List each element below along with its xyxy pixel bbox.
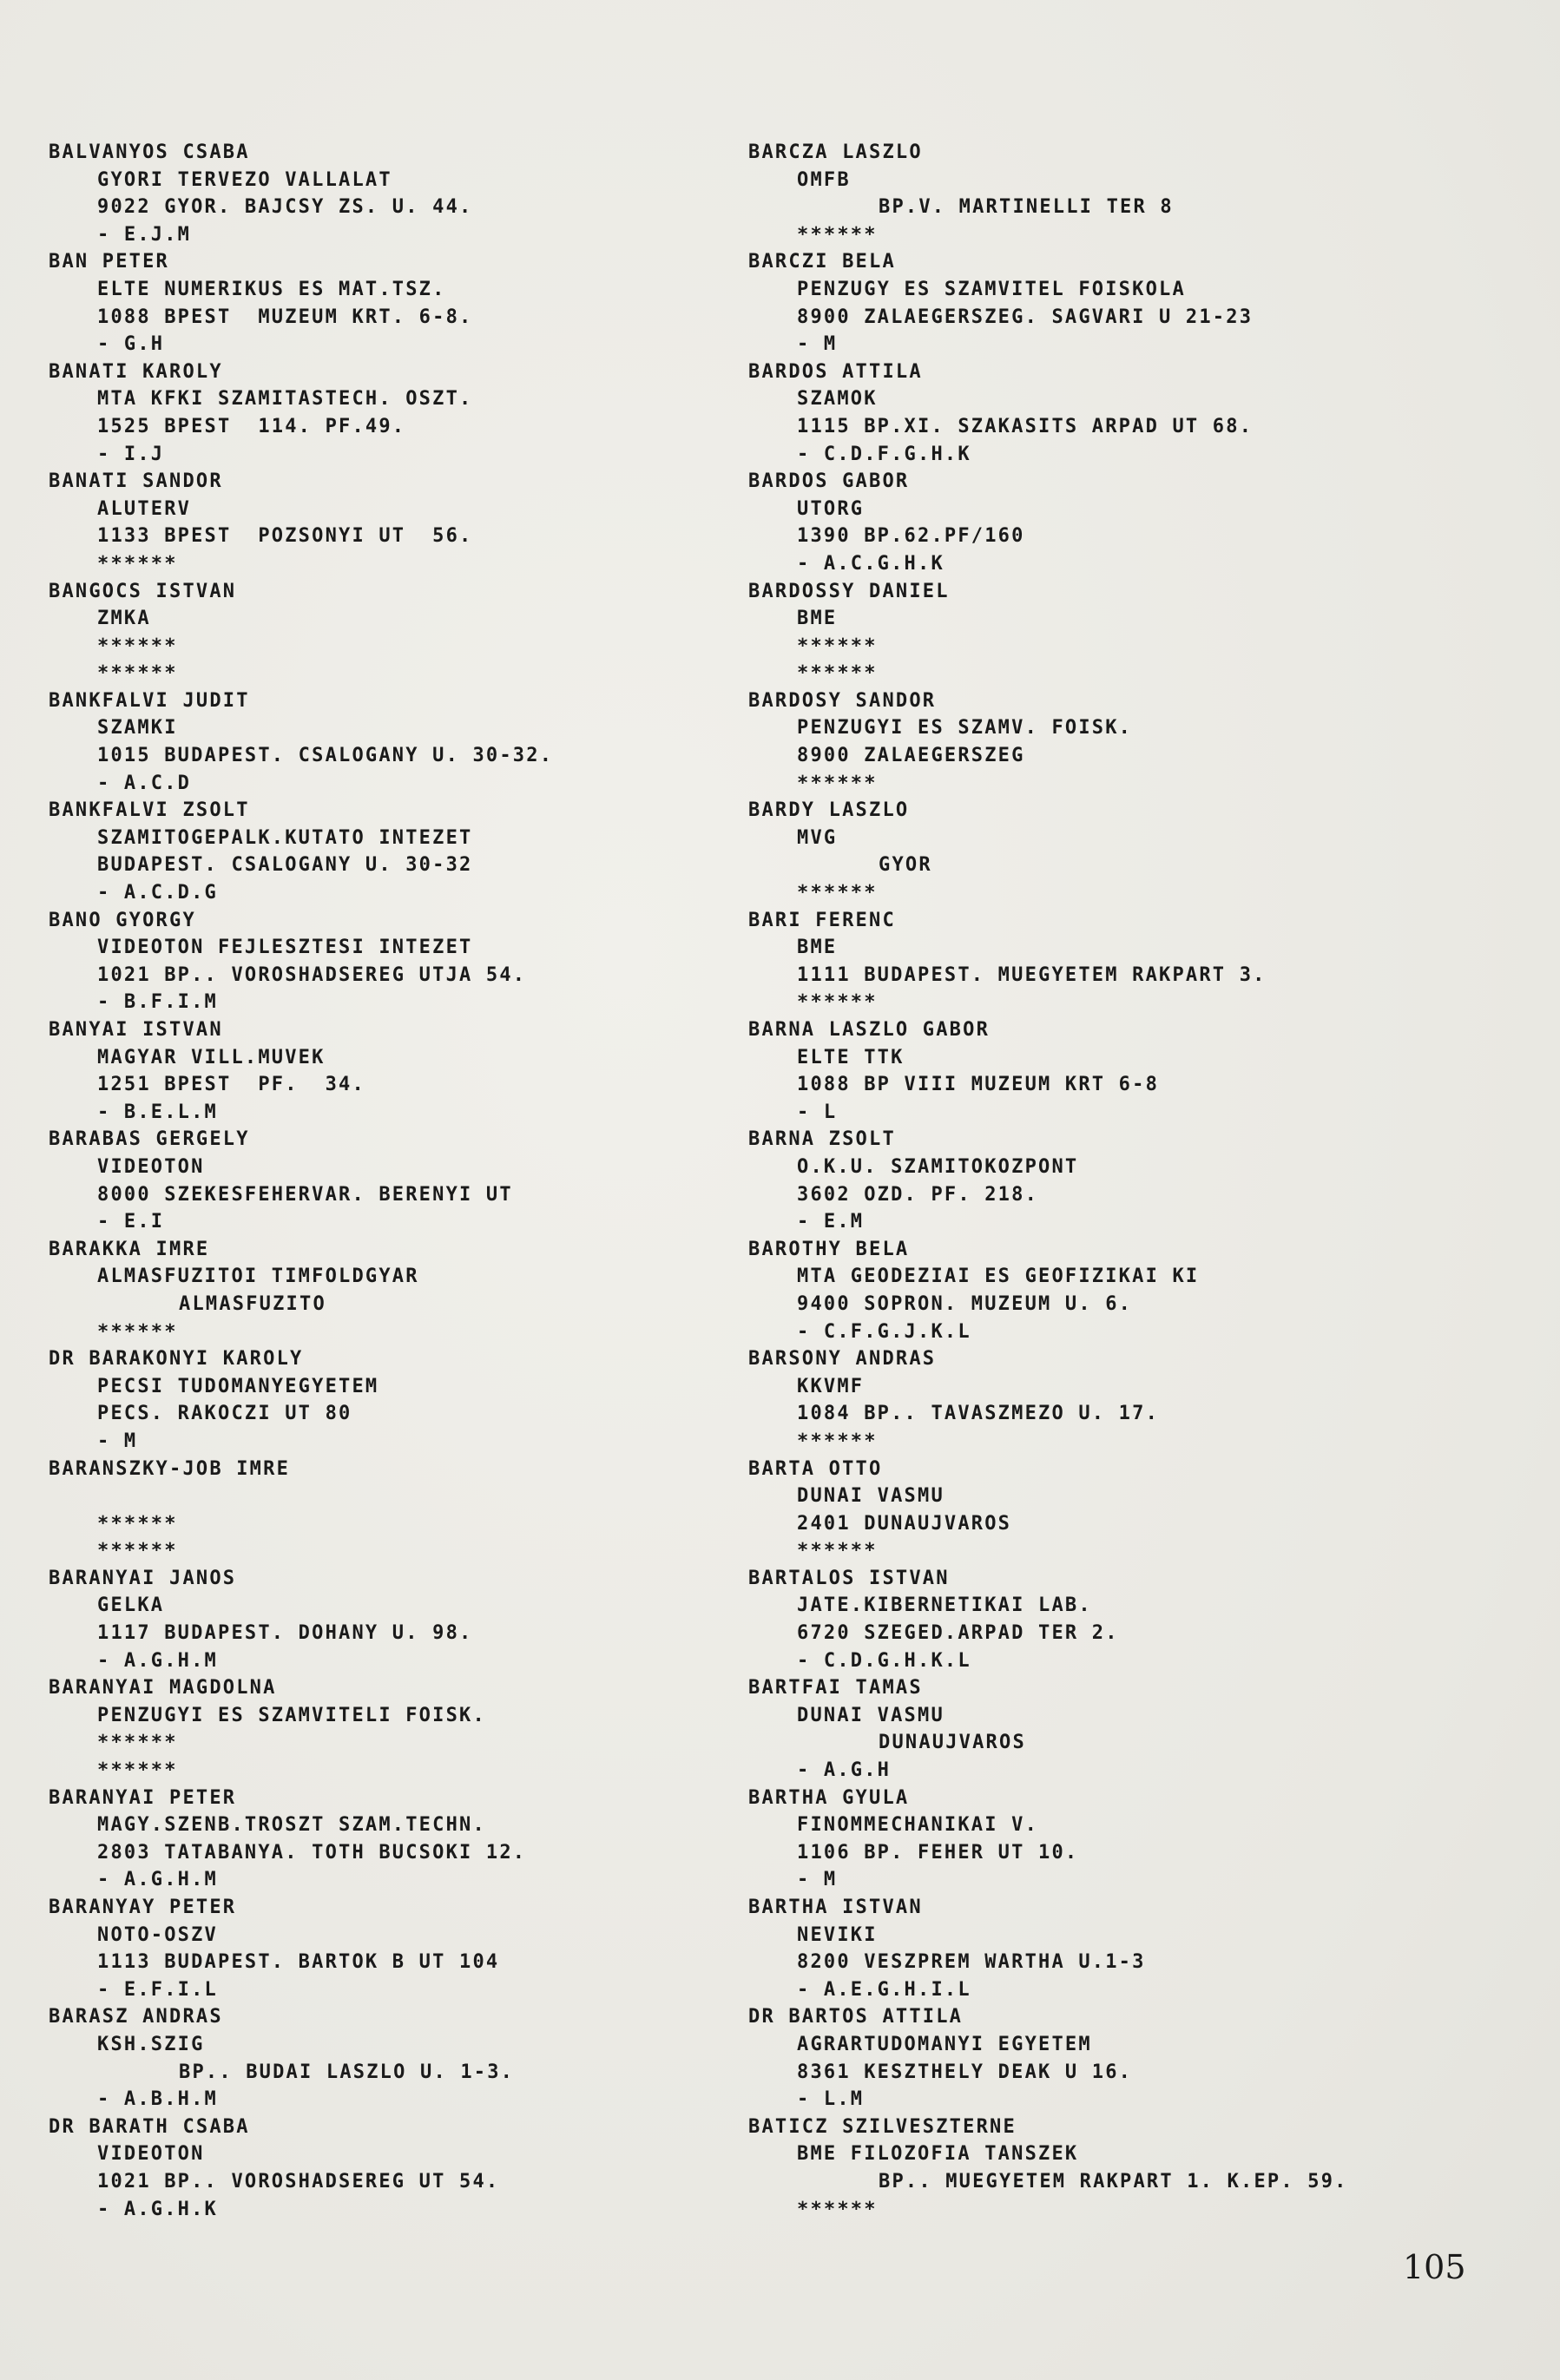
entry-detail-line: BP.. MUEGYETEM RAKPART 1. K.EP. 59. [879,2170,1348,2193]
left-column [49,139,743,2223]
entry-name: BARANYAI MAGDOLNA [49,1677,277,1700]
entry-name: BANGOCS ISTVAN [49,580,237,602]
entry-name: BARCZI BELA [748,251,896,273]
entry-name: BARTFAI TAMAS [748,1677,923,1700]
entry-detail-line: ****** [97,1759,178,1782]
entry-name: DR BARTOS ATTILA [748,2006,964,2028]
directory-entry [748,1345,1530,1455]
entry-name: BARANYAY PETER [49,1897,237,1918]
entry-detail-line: ****** [797,1540,878,1562]
entry-detail-line: MAGYAR VILL.MUVEK [97,1046,326,1068]
entry-detail-line: ****** [797,223,878,246]
directory-entry [49,1674,743,1784]
entry-detail-line: ALMASFUZITOI TIMFOLDGYAR [97,1266,419,1288]
entry-detail-line: 1390 BP.62.PF/160 [797,525,1025,548]
entry-detail-line: 1021 BP.. VOROSHADSEREG UTJA 54. [97,963,527,986]
directory-entry [49,1785,743,1894]
entry-detail-line: - A.E.G.H.I.L [797,1978,971,2001]
directory-entry [748,1565,1530,1674]
entry-detail-line: 8000 SZEKESFEHERVAR. BERENYI UT [97,1183,513,1206]
entry-detail-line: VIDEOTON [97,1155,205,1178]
directory-entry [49,2114,743,2223]
entry-name: BAROTHY BELA [748,1238,910,1260]
entry-detail-line: 9400 SOPRON. MUZEUM U. 6. [797,1292,1133,1315]
directory-entry [748,1894,1530,2003]
entry-detail-line: 1117 BUDAPEST. DOHANY U. 98. [97,1622,473,1645]
directory-entry [49,1016,743,1126]
directory-entry [49,2003,743,2113]
entry-name: BARANYAI PETER [49,1786,237,1809]
directory-entry [49,358,743,468]
entry-detail-line: - L.M [797,2088,865,2111]
directory-entry [748,468,1530,577]
entry-detail-line: ****** [97,1320,178,1343]
entry-name: BARTALOS ISTVAN [748,1567,950,1589]
entry-detail-line: GYOR [879,854,932,877]
entry-name: BARTHA ISTVAN [748,1897,923,1918]
entry-detail-line: 1106 BP. FEHER UT 10. [797,1841,1079,1864]
entry-detail-line: ****** [797,882,878,904]
entry-detail-line: SZAMOK [797,388,878,411]
entry-name: BANATI KAROLY [49,360,223,383]
entry-name: BARDY LASZLO [748,799,910,822]
entry-detail-line: - C.D.G.H.K.L [797,1649,971,1672]
entry-detail-line: DUNAUJVAROS [879,1732,1026,1754]
entry-detail-line: ****** [97,662,178,685]
entry-detail-line: ****** [797,772,878,794]
entry-detail-line: - B.F.I.M [97,991,219,1014]
entry-detail-line: ****** [797,991,878,1014]
entry-detail-line: 1133 BPEST POZSONYI UT 56. [97,525,473,548]
entry-detail-line: BME FILOZOFIA TANSZEK [797,2143,1079,2166]
entry-name: BARTHA GYULA [748,1786,910,1809]
entry-detail-line: MVG [797,826,838,849]
directory-entry [49,139,743,248]
directory-entry [748,1456,1530,1565]
entry-name: BANATI SANDOR [49,470,223,493]
entry-detail-line [49,1483,743,1510]
entry-detail-line: 3602 OZD. PF. 218. [797,1183,1039,1206]
entry-detail-line: - A.C.G.H.K [797,552,945,575]
entry-detail-line: BP.. BUDAI LASZLO U. 1-3. [179,2061,515,2083]
entry-detail-line: MAGY.SZENB.TROSZT SZAM.TECHN. [97,1814,486,1837]
entry-detail-line: KKVMF [797,1375,865,1397]
entry-detail-line: - E.J.M [97,223,192,246]
entry-detail-line: UTORG [797,497,865,520]
entry-detail-line: - A.G.H.K [97,2198,219,2220]
entry-name: BANKFALVI JUDIT [49,689,250,712]
entry-name: BARCZA LASZLO [748,141,923,163]
entry-name: BARANYAI JANOS [49,1567,237,1589]
entry-detail-line: - A.G.H [797,1759,892,1782]
entry-detail-line: 6720 SZEGED.ARPAD TER 2. [797,1622,1119,1645]
entry-detail-line: GELKA [97,1594,165,1617]
directory-entry [49,687,743,797]
entry-detail-line: ****** [797,2198,878,2220]
directory-entry [49,907,743,1016]
entry-detail-line: PECS. RAKOCZI UT 80 [97,1403,352,1425]
entry-name: BARNA ZSOLT [748,1128,896,1151]
entry-name: DR BARAKONYI KAROLY [49,1348,304,1371]
entry-detail-line: VIDEOTON [97,2143,205,2166]
entry-detail-line: KSH.SZIG [97,2033,205,2055]
entry-detail-line: 8900 ZALAEGERSZEG. SAGVARI U 21-23 [797,306,1254,328]
entry-detail-line: 1525 BPEST 114. PF.49. [97,415,406,437]
entry-detail-line: - A.G.H.M [97,1869,219,1891]
entry-detail-line: ****** [797,634,878,657]
entry-name: BARABAS GERGELY [49,1128,250,1151]
entry-detail-line: BUDAPEST. CSALOGANY U. 30-32 [97,854,473,877]
directory-entry [748,578,1530,687]
entry-detail-line: - M [797,1869,838,1891]
entry-name: BARDOS ATTILA [748,360,923,383]
entry-detail-line: ****** [97,634,178,657]
entry-name: BAN PETER [49,251,170,273]
entry-detail-line: ****** [797,662,878,685]
entry-name: BARTA OTTO [748,1457,883,1480]
entry-name: BARNA LASZLO GABOR [748,1019,991,1041]
entry-detail-line: - B.E.L.M [97,1101,219,1123]
entry-detail-line: PENZUGYI ES SZAMV. FOISK. [797,717,1133,740]
directory-entry [748,1785,1530,1894]
entry-detail-line: - E.F.I.L [97,1978,219,2001]
entry-name: BARASZ ANDRAS [49,2006,223,2028]
entry-name: DR BARATH CSABA [49,2115,250,2138]
entry-detail-line: - C.D.F.G.H.K [797,443,971,465]
entry-name: BARAKKA IMRE [49,1238,210,1260]
entry-detail-line: - I.J [97,443,165,465]
entry-detail-line: JATE.KIBERNETIKAI LAB. [797,1594,1092,1617]
directory-entry [748,1016,1530,1126]
entry-detail-line: ALMASFUZITO [179,1292,326,1315]
directory-entry [748,1674,1530,1784]
entry-detail-line: PENZUGY ES SZAMVITEL FOISKOLA [797,278,1186,300]
entry-detail-line: 1111 BUDAPEST. MUEGYETEM RAKPART 3. [797,963,1267,986]
directory-entry [49,1126,743,1235]
entry-name: BATICZ SZILVESZTERNE [748,2115,1017,2138]
entry-detail-line: - A.C.D [97,772,192,794]
entry-detail-line: - A.C.D.G [97,882,219,904]
directory-entry [748,2114,1530,2223]
entry-detail-line: NOTO-OSZV [97,1923,219,1946]
directory-entry [49,468,743,577]
directory-entry [748,797,1530,906]
entry-detail-line: ELTE TTK [797,1046,905,1068]
entry-detail-line: - E.M [797,1211,865,1233]
directory-entry [49,1456,743,1565]
entry-detail-line: O.K.U. SZAMITOKOZPONT [797,1155,1079,1178]
entry-detail-line: 1015 BUDAPEST. CSALOGANY U. 30-32. [97,745,554,767]
directory-entry [748,358,1530,468]
directory-entry [748,248,1530,358]
entry-detail-line: BME [797,937,838,959]
directory-entry [49,1565,743,1674]
entry-detail-line: SZAMITOGEPALK.KUTATO INTEZET [97,826,473,849]
entry-detail-line: - A.G.H.M [97,1649,219,1672]
entry-detail-line: ****** [797,1430,878,1452]
entry-detail-line: MTA KFKI SZAMITASTECH. OSZT. [97,388,473,411]
entry-name: BANO GYORGY [49,909,196,931]
entry-detail-line: PECSI TUDOMANYEGYETEM [97,1375,379,1397]
entry-detail-line: OMFB [797,168,851,191]
entry-detail-line: PENZUGYI ES SZAMVITELI FOISK. [97,1704,486,1726]
entry-detail-line: 2401 DUNAUJVAROS [797,1512,1012,1535]
entry-detail-line: ZMKA [97,608,151,630]
directory-entry [748,1126,1530,1235]
entry-detail-line: DUNAI VASMU [797,1704,945,1726]
directory-entry [748,1236,1530,1345]
entry-name: BANYAI ISTVAN [49,1019,223,1041]
directory-entry [49,1894,743,2003]
directory-entry [49,578,743,687]
entry-detail-line: BP.V. MARTINELLI TER 8 [879,196,1174,219]
right-column [748,139,1530,2223]
entry-detail-line: ****** [97,1732,178,1754]
entry-name: BARANSZKY-JOB IMRE [49,1457,291,1480]
entry-detail-line: MTA GEODEZIAI ES GEOFIZIKAI KI [797,1266,1200,1288]
entry-name: BALVANYOS CSABA [49,141,250,163]
entry-detail-line: GYORI TERVEZO VALLALAT [97,168,392,191]
directory-entry [49,248,743,358]
entry-detail-line: ELTE NUMERIKUS ES MAT.TSZ. [97,278,446,300]
directory-entry [748,139,1530,248]
entry-detail-line: 1115 BP.XI. SZAKASITS ARPAD UT 68. [797,415,1254,437]
entry-detail-line: 9022 GYOR. BAJCSY ZS. U. 44. [97,196,473,219]
directory-entry [49,797,743,906]
directory-entry [748,2003,1530,2113]
entry-name: BANKFALVI ZSOLT [49,799,250,822]
entry-detail-line: - A.B.H.M [97,2088,219,2111]
directory-entry [49,1236,743,1345]
page-number: 105 [1403,2248,1466,2286]
entry-detail-line: - E.I [97,1211,165,1233]
entry-detail-line: AGRARTUDOMANYI EGYETEM [797,2033,1092,2055]
entry-name: BARDOSSY DANIEL [748,580,950,602]
entry-detail-line: ****** [97,1540,178,1562]
entry-detail-line: 1084 BP.. TAVASZMEZO U. 17. [797,1403,1160,1425]
entry-detail-line: 8361 KESZTHELY DEAK U 16. [797,2061,1133,2083]
directory-entry [748,687,1530,797]
entry-name: BARDOSY SANDOR [748,689,937,712]
entry-detail-line: SZAMKI [97,717,178,740]
entry-detail-line: NEVIKI [797,1923,878,1946]
entry-detail-line: 1251 BPEST PF. 34. [97,1074,365,1096]
entry-detail-line: BME [797,608,838,630]
entry-detail-line: 8900 ZALAEGERSZEG [797,745,1025,767]
entry-detail-line: - C.F.G.J.K.L [797,1320,971,1343]
entry-detail-line: ****** [97,1512,178,1535]
entry-detail-line: - M [797,333,838,356]
entry-detail-line: 1021 BP.. VOROSHADSEREG UT 54. [97,2170,500,2193]
entry-detail-line: 2803 TATABANYA. TOTH BUCSOKI 12. [97,1841,527,1864]
entry-detail-line: ****** [97,552,178,575]
directory-entry [49,1345,743,1455]
entry-detail-line: - G.H [97,333,165,356]
entry-detail-line: 1113 BUDAPEST. BARTOK B UT 104 [97,1951,500,1974]
entry-detail-line: DUNAI VASMU [797,1485,945,1508]
entry-name: BARDOS GABOR [748,470,910,493]
entry-detail-line: 1088 BPEST MUZEUM KRT. 6-8. [97,306,473,328]
entry-detail-line: - L [797,1101,838,1123]
entry-name: BARI FERENC [748,909,896,931]
entry-detail-line: 8200 VESZPREM WARTHA U.1-3 [797,1951,1146,1974]
entry-detail-line: ALUTERV [97,497,192,520]
entry-detail-line: 1088 BP VIII MUZEUM KRT 6-8 [797,1074,1160,1096]
directory-entry [748,907,1530,1016]
entry-detail-line: VIDEOTON FEJLESZTESI INTEZET [97,937,473,959]
entry-detail-line: FINOMMECHANIKAI V. [797,1814,1039,1837]
entry-name: BARSONY ANDRAS [748,1348,937,1371]
entry-detail-line: - M [97,1430,138,1452]
